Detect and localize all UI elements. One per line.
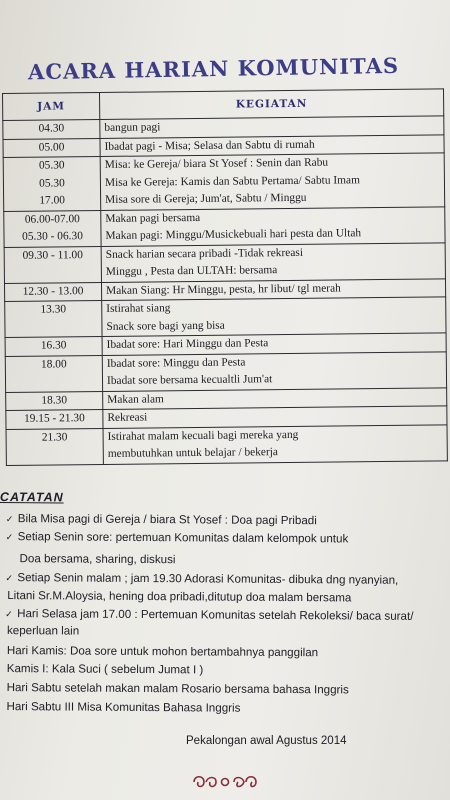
schedule-body — [3, 116, 448, 465]
activity-text: Istirahat malam kecuali bagi mereka yang — [107, 428, 299, 443]
activity-text: Misa: ke Gereja/ biara St Yosef : Senin dan Rabu — [104, 156, 329, 171]
activity-text: Istirahat siang — [106, 302, 171, 315]
table-row — [5, 351, 446, 392]
note-line — [6, 700, 240, 715]
note-line — [5, 571, 398, 587]
bullet-check-icon: ✓ — [5, 532, 14, 543]
note-text: Hari Sabtu III Misa Komunitas Bahasa Inggris — [6, 700, 241, 715]
table-row — [4, 242, 445, 283]
activity-text: Snack sore bagi yang bisa — [106, 319, 225, 333]
schedule-table — [2, 88, 448, 465]
time-text: 21.30 — [41, 430, 68, 444]
note-line — [6, 512, 317, 527]
note-text: Setiap Senin malam ; jam 19.30 Adorasi Komunitas- dibuka dng nyanyian, — [17, 571, 399, 587]
time-cell — [5, 355, 102, 392]
activity-text: Makan Siang: Hr Minggu, pesta, hr libut/ tgl merah — [106, 281, 341, 297]
activity-cell — [101, 206, 445, 246]
activity-text: Ibadat sore bersama kecualtli Jum'at — [106, 373, 273, 387]
activity-text: Ibadat pagi - Misa; Selasa dan Sabtu di rumah — [104, 138, 315, 153]
activity-text: Ibadat sore: Minggu dan Pesta — [106, 355, 246, 370]
time-cell — [3, 156, 101, 211]
activity-text: Snack harian secara pribadi -Tidak rekreasi — [105, 246, 304, 261]
notes-section — [0, 490, 450, 715]
note-line — [6, 530, 349, 545]
table-row — [6, 424, 447, 465]
note-line — [7, 662, 204, 676]
activity-cell — [100, 153, 445, 210]
activity-text: Makan pagi bersama — [105, 211, 201, 225]
note-text: Setiap Senin sore: pertemuan Komunitas dalam kelompok untuk — [17, 530, 349, 546]
activity-cell — [103, 424, 447, 464]
time-cell — [5, 336, 102, 356]
column-header-jam: JAM — [3, 92, 100, 120]
note-text: Bila Misa pagi di Gereja / biara St Yosef : Doa pagi Pribadi — [17, 512, 317, 528]
note-text: Hari Selasa jam 17.00 : Pertemuan Komunitas setelah Rekoleksi/ baca surat/ — [17, 607, 414, 623]
table-row — [4, 206, 445, 247]
note-text: keperluan lain — [6, 624, 80, 638]
time-text — [9, 319, 97, 337]
time-cell — [6, 409, 103, 429]
activity-cell — [102, 297, 446, 337]
column-header-kegiatan: KEGIATAN — [99, 89, 443, 120]
note-line — [7, 644, 318, 659]
time-text — [10, 373, 98, 391]
bullet-check-icon: ✓ — [5, 609, 13, 620]
activity-text: Minggu , Pesta dan ULTAH: bersama — [105, 264, 278, 278]
bullet-check-icon: ✓ — [5, 514, 14, 525]
time-text: 13.30 — [40, 303, 67, 316]
time-text: 16.30 — [40, 339, 67, 352]
time-cell — [6, 428, 103, 465]
time-cell — [3, 119, 100, 139]
table-row — [5, 297, 446, 338]
note-line — [7, 589, 351, 604]
time-cell — [6, 391, 103, 411]
note-line — [19, 552, 175, 566]
activity-text: Misa sore di Gereja; Jum'at, Sabtu / Minggu — [105, 191, 307, 206]
time-text: 04.30 — [38, 122, 65, 135]
note-text: Hari Kamis: Doa sore untuk mohon bertambahnya panggilan — [6, 644, 319, 660]
time-cell — [4, 210, 101, 247]
note-text: Hari Sabtu setelah makan malam Rosario bersama bahasa Inggris — [6, 681, 349, 697]
time-cell — [5, 300, 102, 337]
time-text: 05.30 — [39, 176, 65, 190]
note-text: Litani Sr.M.Aloysia, hening doa pribadi,ditutup doa malam bersama — [7, 589, 352, 605]
activity-cell — [102, 351, 446, 391]
time-text: 09.30 - 11.00 — [22, 248, 83, 262]
activity-cell — [101, 242, 445, 282]
time-text: 05.00 — [38, 140, 65, 154]
activity-text: bangun pagi — [104, 121, 161, 134]
time-text: 18.30 — [41, 393, 68, 407]
ornament-icon — [190, 772, 260, 792]
activity-text: Makan pagi: Minggu/Musickebuali hari pesta dan Ultah — [105, 227, 362, 242]
activity-text: Misa ke Gereja: Kamis dan Sabtu Pertama/ Sabtu Imam — [104, 173, 360, 189]
note-text: Kamis I: Kala Suci ( sebelum Jumat I ) — [6, 662, 204, 677]
notes-heading: CATATAN — [0, 490, 64, 505]
time-cell — [4, 282, 101, 302]
page-title: ACARA HARIAN KOMUNITAS — [27, 52, 400, 85]
note-text: Doa bersama, sharing, diskusi — [19, 552, 176, 567]
time-text — [11, 446, 99, 464]
time-text — [9, 264, 97, 282]
activity-text: Makan alam — [107, 392, 164, 406]
activity-text: membutuhkan untuk belajar / bekerja — [107, 446, 279, 460]
time-text: 12.30 - 13.00 — [22, 284, 84, 298]
time-text: 19.15 - 21.30 — [23, 412, 85, 425]
time-cell — [4, 246, 101, 283]
time-text: 05.30 — [38, 159, 65, 172]
time-cell — [3, 138, 100, 158]
time-text: 18.00 — [40, 357, 67, 371]
bullet-check-icon: ✓ — [5, 573, 13, 584]
note-line — [5, 607, 413, 623]
activity-text: Ibadat sore: Hari Minggu dan Pesta — [106, 337, 269, 351]
time-text: 17.00 — [39, 194, 66, 207]
activity-text: Rekreasi — [107, 411, 148, 424]
time-text: 06.00-07.00 — [24, 212, 80, 226]
note-line — [7, 624, 79, 638]
note-line — [7, 681, 349, 696]
table-row — [3, 153, 445, 211]
time-text: 05.30 - 06.30 — [22, 230, 83, 243]
footer-place-date: Pekalongan awal Agustus 2014 — [186, 735, 347, 747]
